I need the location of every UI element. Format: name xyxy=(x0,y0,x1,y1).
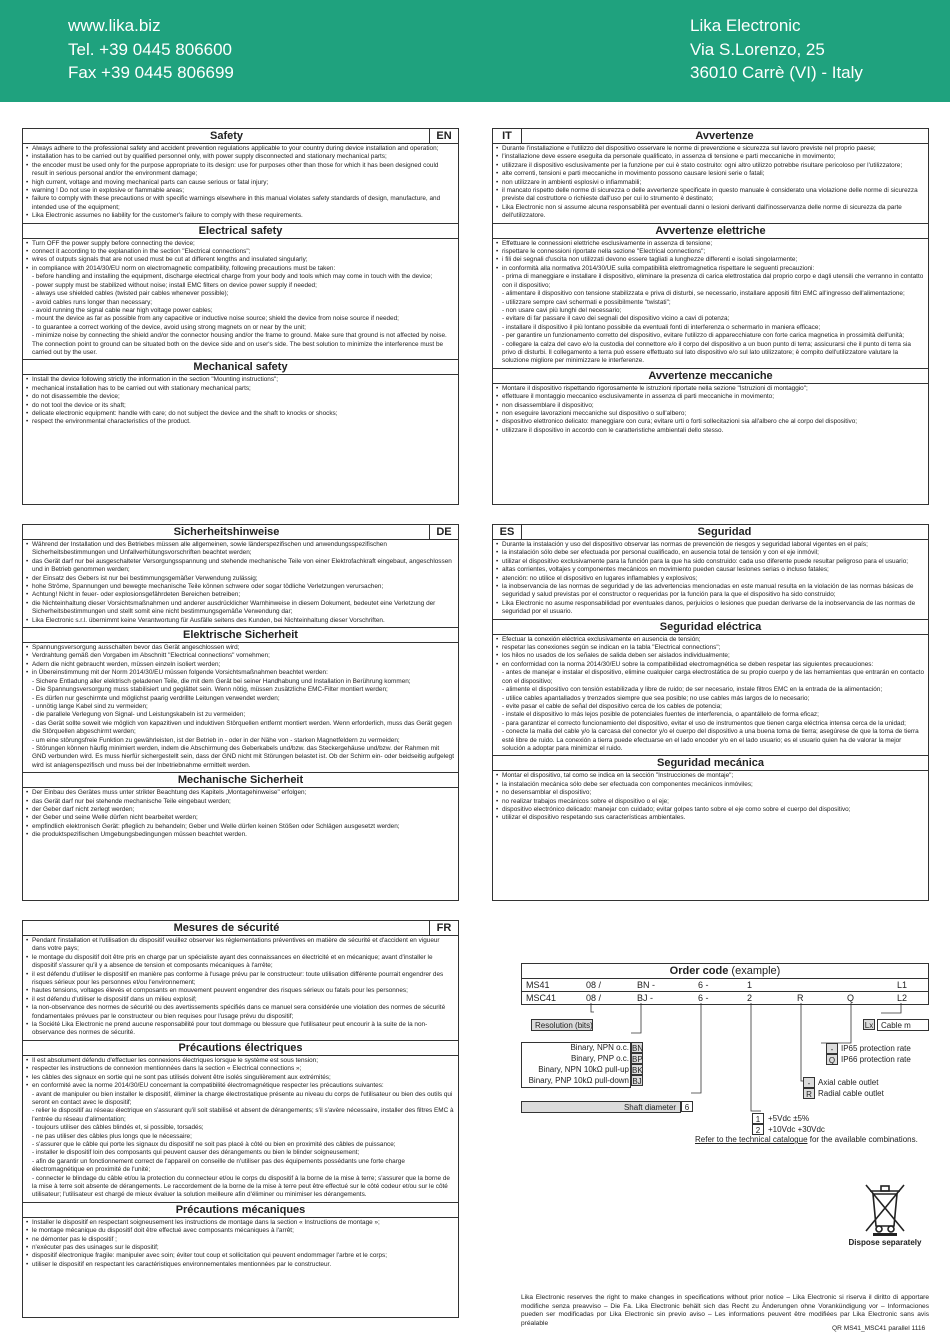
fax: Fax +39 0445 806699 xyxy=(68,63,234,82)
list-item: • Effettuare le connessioni elettriche esclusivamente in assenza di tensione; xyxy=(496,240,925,248)
supply-code: 2 xyxy=(747,993,753,1003)
bullet-list xyxy=(23,788,458,841)
supply-code-cell: 2 xyxy=(752,1124,764,1135)
list-item: - para garantizar el correcto funcionamiento del dispositivo, evitar el uso de instrumentos que tienen carga eléctrica intensa cerca de la unidad; xyxy=(502,719,906,727)
section-title: Mesures de sécurité xyxy=(173,922,280,934)
list-item: • le montage mécanique du dispositif doit être effectué avec composants mécaniques à l'arrêt; xyxy=(26,1227,455,1235)
output-code: BJ - xyxy=(637,993,654,1003)
subsection-title: Précautions mécaniques xyxy=(23,1202,458,1218)
catalogue-suffix: for the available combinations. xyxy=(809,1135,918,1144)
list-item: • Verdrahtung gemäß den Vorgaben im Abschnitt "Electrical connections" vornehmen; xyxy=(26,652,455,660)
lang-tag: EN xyxy=(429,129,458,143)
list-item: • Install the device following strictly the information in the section "Mounting instructions"; xyxy=(26,376,455,384)
section-title: Avvertenze xyxy=(695,130,754,142)
list-item: • failure to comply with these precautions or with specific warnings elsewhere in this manual violates safety standards of design, manufacture, and intended use of the equipment; xyxy=(26,195,455,212)
bullet-list xyxy=(23,540,458,627)
protection-code-cell: - xyxy=(826,1043,838,1054)
list-item: • i fili dei segnali d'uscita non utilizzati devono essere tagliati a lunghezze differenti e isolati singolarmente; xyxy=(496,256,925,264)
subsection-title: Avvertenze meccaniche xyxy=(493,368,928,384)
subsection-title: Seguridad eléctrica xyxy=(493,619,928,635)
list-item: - conecte la malla del cable y/o la carcasa del conector y/o el cuerpo del dispositivo a una buena toma de tierra; asegúrese de que la toma de tierra esté libre de ruido. La conexión a tierra puede efectuarse en el lado encoder y/o en el lado usuario; es el usuario quien ha de valorar la mejor solución a adoptar para minimizar el ruido. xyxy=(502,728,919,752)
cable-label: Cable m xyxy=(877,1019,929,1031)
list-item: • installation has to be carried out by qualified personnel only, with power supply disconnected and stationary mechanical parts; xyxy=(26,153,455,161)
list-item: • Adern die nicht gebraucht werden, müssen einzeln isoliert werden; xyxy=(26,661,455,669)
list-item: • respetar las conexiones según se indican en la tabla "Electrical connections"; xyxy=(496,644,925,652)
safety-box-fr xyxy=(22,920,459,1318)
list-item: - avoid cables runs longer than necessary; xyxy=(32,298,153,306)
bullet-list xyxy=(493,144,928,223)
list-item: - die parallele Verlegung von Signal- und Leistungskabeln ist zu vermeiden; xyxy=(32,711,246,719)
shaft-code: 6 - xyxy=(698,993,709,1003)
outlet-label: Axial cable outlet xyxy=(818,1078,879,1087)
bullet-list xyxy=(23,936,458,1040)
list-item: • Pendant l'installation et l'utilisation du dispositif veuillez observer les réglementations préventives en matière de sécurité et d'accident en vigueur dans votre pays; xyxy=(26,937,455,954)
subsection-title: Seguridad mecánica xyxy=(493,755,928,771)
list-item: • n'exécuter pas des usinages sur le dispositif; xyxy=(26,1244,455,1252)
output-label: Binary, NPN 10kΩ pull-up xyxy=(538,1065,629,1074)
list-item: • il mancato rispetto delle norme di sicurezza o delle avvertenze specificate in questo manuale è considerato una violazione delle norme di sicurezza previste dal costruttore o richieste dall'uso per cui lo strumento è destinato; xyxy=(496,187,925,204)
weee-disposal xyxy=(845,1180,925,1247)
list-item: • la instalación sólo debe ser efectuada por personal cualificado, en ausencia total de tensión y con el eje inmóvil; xyxy=(496,549,925,557)
list-item: - s'assurer que le câble qui porte les signaux du dispositif ne soit pas placé à côté ou bien en proximité des câbles de puissance; xyxy=(32,1140,396,1148)
list-item: • Durante la instalación y uso del dispositivo observar las normas de prevención de riesgos y seguridad laboral vigentes en el país; xyxy=(496,541,925,549)
list-item: • mechanical installation has to be carried out with stationary mechanical parts; xyxy=(26,385,455,393)
list-item: • l'installazione deve essere eseguita da personale qualificato, in assenza di tensione e parti meccaniche in movimento; xyxy=(496,153,925,161)
list-item: • wires of outputs signals that are not used must be cut at different lengths and insulated singularly; xyxy=(26,256,455,264)
list-item: - installare il dispositivo il più lontano possibile da eventuali fonti di interferenza o schermarlo in maniera efficace; xyxy=(502,323,821,331)
subsection-title: Mechanische Sicherheit xyxy=(23,772,458,788)
list-item: • Always adhere to the professional safety and accident prevention regulations applicable to your country during device installation and operation; xyxy=(26,145,455,153)
list-item: - alimente el dispositivo con tensión estabilizada y libre de ruido; de ser necesario, instale filtros EMC en la entrada de la alimentación; xyxy=(502,686,883,694)
output-code-cell: BJ xyxy=(632,1077,642,1086)
list-item: • Achtung! Nicht in feuer- oder explosionsgefährdeten Bereichen betreiben; xyxy=(26,591,455,599)
list-item: • los hilos no usados de los señales de salida deben ser aislados individualmente; xyxy=(496,652,925,660)
outlet-label: Radial cable outlet xyxy=(818,1089,884,1098)
list-item: - das Gerät sollte soweit wie möglich von kapazitiven und induktiven Störquellen entfernt montiert werden. Wenn erforderlich, muss das Gerät gegen die Störquellen abgeschirmt werden; xyxy=(32,719,452,736)
bullet-list xyxy=(493,540,928,619)
list-item: • Lika Electronic s.r.l. übernimmt keine Verantwortung für Ausfälle seitens des Kunden, bei Nichteinhaltung dieser Vorschriften. xyxy=(26,617,455,625)
list-item: • respect the environmental characteristics of the product. xyxy=(26,418,455,426)
list-item: - collegare la calza del cavo e/o la custodia del connettore e/o il corpo del dispositivo a un buon punto di terra; assicurarsi che il punto di terra sia privo di disturbi. Il collegamento a terra può essere effettuato sul lato dispositivo e/o sul lato utilizzatore; è compito dell'utilizzatore valutare la soluzione migliore per minimizzare le interferenze. xyxy=(502,340,911,365)
list-item: • hautes tensions, voltages élevés et composants en mouvement peuvent engendrer des risques sérieux ou fatals pour les personnes; xyxy=(26,987,455,995)
bullet-list xyxy=(23,1056,458,1202)
list-item: - minimize noise by connecting the shield and/or the connector housing and/or the frame to ground. Make sure that ground is not affected by noise. The connection point to ground can be situated both on the device side and on user's side. The best solution to minimize the interference must be carried out by the user. xyxy=(32,332,447,356)
phone: Tel. +39 0445 806600 xyxy=(68,39,233,59)
supply-label: +5Vdc ±5% xyxy=(768,1114,810,1123)
list-item: • dispositif électronique fragile: manipuler avec soin; éviter tout coup et sollicitation qui peuvent endommager l'arbre et le corps; xyxy=(26,1252,455,1260)
list-item: • les câbles des signaux en sortie qui ne sont pas utilisés doivent être isolés singulièrement aux extrémités; xyxy=(26,1074,455,1082)
list-item: • Installer le dispositif en respectant soigneusement les instructions de montage dans la section « Instructions de montage »; xyxy=(26,1219,455,1227)
subsection-title: Avvertenze elettriche xyxy=(493,223,928,239)
order-code-title xyxy=(521,963,929,979)
list-item: - to guarantee a correct working of the device, avoid using strong magnets on or near by the unit; xyxy=(32,323,306,331)
output-code: BN - xyxy=(637,980,655,990)
order-row-1 xyxy=(521,979,929,992)
list-item: • Lika Electronic no asume responsabilidad por eventuales danos, perjuicios o lesiones que puedan derivarse de la inobservancia de las normas de seguridad por el usuario. xyxy=(496,600,925,617)
order-code-table xyxy=(521,963,929,1135)
bullet-list xyxy=(493,635,928,756)
list-item: • das Gerät darf nur bei stehende mechanische Teile eingebaut werden; xyxy=(26,798,455,806)
output-code-cell: BK xyxy=(632,1066,643,1075)
output-label: Binary, NPN o.c. xyxy=(570,1043,629,1052)
list-item: • utilizar el dispositivo exclusivamente para la función para la que ha sido construido: cada uso diferente puede resultar peligroso para el usuario; xyxy=(496,558,925,566)
list-item: - Sichere Entladung aller elektrisch geladenen Teile, die mit dem Gerät bei seiner Handhabung und Installation in Berührung kommen; xyxy=(32,677,411,685)
list-item: • alte correnti, tensioni e parti meccaniche in movimento possono causare lesioni serie o fatali; xyxy=(496,170,925,178)
outlet-code: R xyxy=(797,993,804,1003)
shaft-code-cell: 6 xyxy=(681,1101,693,1112)
list-item: - afin de garantir un fonctionnement correct de l'appareil on conseille de n'utiliser pas des équipements possédants une forte charge électromagnétique en proximité de l'unité; xyxy=(32,1157,405,1174)
model-code: MS41 xyxy=(526,980,550,990)
list-item: • Montar el dispositivo, tal como se indica en la sección "Instrucciones de montaje"; xyxy=(496,772,925,780)
list-item: - utilizzare sempre cavi schermati e possibilmente "twistati"; xyxy=(502,298,671,306)
safety-box-de xyxy=(22,524,459,901)
section-title: Safety xyxy=(209,130,244,142)
list-item: • Lika Electronic non si assume alcuna responsabilità per eventuali danni o lesioni derivanti dall'inosservanza delle norme di sicurezza da parte dell'utilizzatore. xyxy=(496,204,925,221)
list-item: - avant de manipuler ou bien installer le dispositif, éliminer la charge électrostatique présente au niveau du corps de l'utilisateur ou bien des outils qui seront en contact avec le dispositif; xyxy=(32,1090,453,1106)
protection-code-cell: Q xyxy=(826,1054,838,1065)
company-address xyxy=(690,14,863,85)
safety-box-en xyxy=(22,128,459,505)
list-item: • Lika Electronic assumes no liability for the customer's failure to comply with these requirements. xyxy=(26,212,455,220)
subsection-title: Electrical safety xyxy=(23,223,458,239)
cable-code-cell: Lx xyxy=(864,1021,874,1030)
lang-tag: IT xyxy=(493,129,522,143)
list-item: • warning ! Do not use in explosive or flammable areas; xyxy=(26,187,455,195)
contact-info xyxy=(68,14,234,85)
list-item: • high current, voltage and moving mechanical parts can cause serious or fatal injury; xyxy=(26,179,455,187)
protection-label: IP66 protection rate xyxy=(841,1055,911,1064)
list-item: - Es dürfen nur geschirmte und möglichst paarig verdrillte Leitungen verwendet werden; xyxy=(32,694,280,702)
list-item: - relier le dispositif au réseau électrique en s'assurant qu'il soit stabilisé et absent de dérangements; s'il s'avère nécessaire, installer des filtres EMC à l'entrée du réseau d'alimentation; xyxy=(32,1107,454,1123)
list-item: • das Gerät darf nur bei ausgeschalteter Versorgungsspannung und stehende mechanische Teile von einer Elektrofachkraft eingebaut, angeschlossen und in Betrieb genommen werden; xyxy=(26,558,455,575)
bullet-list xyxy=(23,239,458,360)
list-item: • non eseguire lavorazioni meccaniche sul dispositivo o sull'albero; xyxy=(496,410,925,418)
catalogue-link[interactable]: Refer to the technical catalogue xyxy=(695,1135,808,1144)
list-item: • Der Einbau des Gerätes muss unter strikter Beachtung des Kapitels „Montagehinweise" erfolgen; xyxy=(26,789,455,797)
catalogue-note xyxy=(695,1135,918,1144)
list-item: • dispositivo electrónico delicado: manejar con cuidado; evitar golpes tanto sobre el eje como sobre el cuerpo del dispositivo; xyxy=(496,806,925,814)
list-item: • connect it according to the explanation in the section "Electrical connections"; xyxy=(26,248,455,256)
list-item: • in Übereinstimmung mit der Norm 2014/30/EU müssen folgende Vorsichtsmaßnahmen beachtet werden: xyxy=(26,669,455,677)
list-item: • Turn OFF the power supply before connecting the device; xyxy=(26,240,455,248)
list-item: • do not tool the device or its shaft; xyxy=(26,402,455,410)
list-item: • the encoder must be used only for the purpose appropriate to its design: use for purposes other than those for which it has been designed could result in serious personal and/or the environment damage; xyxy=(26,162,455,179)
website[interactable]: www.lika.biz xyxy=(68,16,161,35)
document-code: QR MS41_MSC41 parallel 1116 xyxy=(832,1325,926,1332)
list-item: • der Einsatz des Gebers ist nur bei bestimmungsgemäßer Verwendung zulässig; xyxy=(26,575,455,583)
output-label: Binary, PNP o.c. xyxy=(571,1054,629,1063)
list-item: • empfindlich elektronisch Gerät: pfleglich zu behandeln; Geber und Welle dürfen keinen Stößen oder Schlägen ausgesetzt werden; xyxy=(26,823,455,831)
list-item: - installer le dispositif loin des composants qui peuvent causer des dérangements ou bien le blinder soigneusement; xyxy=(32,1149,360,1157)
section-title: Seguridad xyxy=(697,526,752,538)
list-item: • Während der Installation und des Betriebes müssen alle allgemeinen, sowie länderspezifischen und anwendungsspezifischen Sicherheitsbestimmungen und Unfallverhütungsvorschriften beachtet werden; xyxy=(26,541,455,558)
safety-box-es xyxy=(492,524,929,901)
shaft-label: Shaft diameter xyxy=(521,1101,681,1113)
lang-tag: FR xyxy=(429,921,458,935)
list-item: • effettuare il montaggio meccanico esclusivamente in assenza di parti meccaniche in movimento; xyxy=(496,393,925,401)
list-item: • le montage du dispositif doit être pris en charge par un spécialiste ayant des connaissances en électricité et en mécanique; avant d'installer le dispositif s'assurer qu'il y a absence de tension et composants mécaniques à l'arrête; xyxy=(26,954,455,971)
list-item: • la Société Lika Electronic ne prend aucune responsabilité pour tout dommage ou blessure que l'utilisateur peut encourir à la suite de la non-observance des normes de sécurité. xyxy=(26,1021,455,1038)
safety-box-it xyxy=(492,128,929,505)
list-item: - antes de manejar e instalar el dispositivo, elimine cualquier carga electrostática de su propio cuerpo y de las herramientas que entrarán en contacto con el dispositivo; xyxy=(502,669,925,685)
protection-label: IP65 protection rate xyxy=(841,1044,911,1053)
list-item: - connecter le blindage du câble et/ou la protection du connecteur et/ou le corps du dispositif à la borne de la mise à terre; s'assurer que la borne de la mise à terre soit absente de dérangements. Le raccordement de la borne de la mise à terre peut être effectué sur le côté codeur et/ou sur le côté utilisateur; l'utilisateur est chargé de mieux évaluer la solution meilleure afin d'éliminer ou minimiser les dérangements. xyxy=(32,1174,450,1199)
model-code: MSC41 xyxy=(526,993,557,1003)
list-item: - prima di maneggiare e installare il dispositivo, eliminare la presenza di carica elettrostatica dal proprio corpo e dagli utensili che verranno in contatto con il dispositivo; xyxy=(502,273,924,289)
list-item: - always use shielded cables (twisted pair cables whenever possible); xyxy=(32,290,229,298)
list-item: • no desensamblar el dispositivo; xyxy=(496,789,925,797)
supply-code-cell: 1 xyxy=(752,1113,764,1124)
list-item: • Spannungsversorgung ausschalten bevor das Gerät angeschlossen wird; xyxy=(26,644,455,652)
street: Via S.Lorenzo, 25 xyxy=(690,39,825,59)
list-item: - Die Spannungsversorgung muss stabilisiert und geglättet sein. Wenn nötig, müssen zusätzliche EMC-Filter montiert werden; xyxy=(32,686,388,694)
subsection-title: Elektrische Sicherheit xyxy=(23,627,458,643)
subsection-title: Mechanical safety xyxy=(23,359,458,375)
resolution-code: 08 / xyxy=(586,980,602,990)
list-item: • hohe Ströme, Spannungen und bewegte mechanische Teile können schwere oder sogar tödliche Verletzungen verursachen; xyxy=(26,583,455,591)
list-item: • atención: no utilice el dispositivo en lugares inflamables y explosivos; xyxy=(496,575,925,583)
list-item: • der Geber darf nicht zerlegt werden; xyxy=(26,806,455,814)
city: 36010 Carrè (VI) - Italy xyxy=(690,63,863,82)
crossed-bin-icon xyxy=(861,1180,909,1236)
list-item: • do not disassemble the device; xyxy=(26,393,455,401)
list-item: • die produktspezifischen Umgebungsbedingungen müssen beachtet werden. xyxy=(26,831,455,839)
list-item: • rispettare le connessioni riportate nella sezione "Electrical connections"; xyxy=(496,248,925,256)
list-item: • dispositivo elettronico delicato: maneggiare con cura; evitare urti o forti sollecitazioni sia all'albero che al corpo del dispositivo; xyxy=(496,418,925,426)
bullet-list xyxy=(23,1218,458,1271)
list-item: • delicate electronic equipment: handle with care; do not subject the device and the shaft to knocks or shocks; xyxy=(26,410,455,418)
supply-label: +10Vdc +30Vdc xyxy=(768,1125,825,1134)
outlet-code-cell: R xyxy=(803,1088,815,1099)
list-item: • in compliance with 2014/30/EU norm on electromagnetic compatibility, following precautions must be taken: xyxy=(26,265,455,273)
list-item: • respecter les instructions de connexion mentionnées dans la section « Electrical connections »; xyxy=(26,1065,455,1073)
list-item: - utilice cables apantallados y trenzados siempre que sea posible; no use cables más largos de lo necesario; xyxy=(502,694,810,702)
list-item: • en conformidad con la norma 2014/30/EU sobre la compatibilidad electromagnética se deben respetar las siguientes precauciones: xyxy=(496,661,925,669)
list-item: • der Geber und seine Welle dürfen nicht bearbeitet werden; xyxy=(26,814,455,822)
list-item: • utilizar el dispositivo respetando sus características ambientales. xyxy=(496,814,925,822)
protection-code: Q xyxy=(847,993,855,1003)
cable-code: L1 xyxy=(897,980,908,990)
shaft-code: 6 - xyxy=(698,980,709,990)
dispose-label: Dispose separately xyxy=(848,1238,922,1247)
list-item: - mount the device as far as possible from any capacitive or inductive noise source; shield the device from noise source if needed; xyxy=(32,315,399,323)
header-banner xyxy=(0,0,950,102)
bullet-list xyxy=(23,375,458,428)
list-item: • in conformità alla normativa 2014/30/UE sulla compatibilità elettromagnetica rispettare le seguenti precauzioni: xyxy=(496,265,925,273)
section-title: Sicherheitshinweise xyxy=(173,526,280,538)
list-item: - um eine störungsfreie Funktion zu gewährleisten, ist der Betrieb in - oder in der Nähe von - starken Magnetfeldern zu vermeiden; xyxy=(32,736,400,744)
bullet-list xyxy=(493,239,928,368)
list-item: - per garantire un funzionamento corretto del dispositivo, evitare l'utilizzo di apparecchiature con forte carica magnetica in prossimità dell'unità; xyxy=(502,332,905,340)
output-code-cell: BP xyxy=(632,1055,643,1064)
list-item: - instale el dispositivo lo más lejos posible de potenciales fuentes de interferencia, o apantállelo de forma eficaz; xyxy=(502,711,819,719)
list-item: - toujours utiliser des câbles blindés et, si possible, torsadés; xyxy=(32,1124,204,1132)
list-item: • die Nichteinhaltung dieser Vorsichtsmaßnahmen und anderer ausdrücklicher Warnhinweise in diesem Dokument, bedeutet eine Verletzung der Sicherheitsbestimmungen und stellt somit eine nicht bestimmungsgemäße Verwendung dar; xyxy=(26,600,455,617)
list-item: • Montare il dispositivo rispettando rigorosamente le istruzioni riportate nella sezione "Istruzioni di montaggio"; xyxy=(496,385,925,393)
subsection-title: Précautions électriques xyxy=(23,1040,458,1056)
legal-footer: Lika Electronic reserves the right to make changes in specifications without prior notice – Lika Electronic si riserva il diritto di apportare modifiche senza preavviso – Die Fa. Lika Electronic behält sich das Recht zu Änderungen ohne Vorankündigung vor – Informaciones pueden ser modificadas por Lika Electronic sin previo aviso – Les informations peuvent être modifiées par Lika Electronic sans avis préalable xyxy=(521,1294,929,1327)
outlet-code-cell: - xyxy=(803,1077,815,1088)
list-item: • il est défendu d'utiliser le dispositif dans un milieu explosif; xyxy=(26,996,455,1004)
list-item: • ne démonter pas le dispositif ; xyxy=(26,1236,455,1244)
list-item: - ne pas utiliser des câbles plus longs que le nécessaire; xyxy=(32,1132,192,1140)
list-item: - non usare cavi più lunghi del necessario; xyxy=(502,306,622,314)
list-item: - avoid running the signal cable near high voltage power cables; xyxy=(32,306,213,314)
list-item: - evite pasar el cable de señal del dispositivo cerca de los cables de potencia; xyxy=(502,702,722,710)
list-item: • non utilizzare in ambienti esplosivi o infiammabili; xyxy=(496,179,925,187)
list-item: - unnötig lange Kabel sind zu vermeiden; xyxy=(32,702,148,710)
lang-tag: ES xyxy=(493,525,522,539)
list-item: • no realizar trabajos mecánicos sobre el dispositivo o el eje; xyxy=(496,798,925,806)
list-item: • il est défendu d'utiliser le dispositif en manière pas conforme à l'usage prévu par le constructeur: toute utilisation différente pourrait engendrer des risques sérieux pour les personnes et/ou l'environnement; xyxy=(26,971,455,988)
resolution-code: 08 / xyxy=(586,993,602,1003)
list-item: • en conformité avec la norme 2014/30/EU concernant la compatibilité électromagnétique respecter les précautions suivantes: xyxy=(26,1082,455,1090)
bullet-list xyxy=(23,144,458,223)
bullet-list xyxy=(493,384,928,437)
list-item: - evitare di far passare il cavo dei segnali del dispositivo vicino a cavi di potenza; xyxy=(502,315,730,323)
order-code-example: (example) xyxy=(731,965,781,977)
resolution-label: Resolution (bits) xyxy=(531,1019,593,1031)
list-item: - alimentare il dispositivo con tensione stabilizzata e priva di disturbi, se necessario, installare appositi filtri EMC all'ingresso dell'alimentazione; xyxy=(502,290,905,298)
bullet-list xyxy=(23,643,458,772)
list-item: • la non-observance des normes de sécurité ou des avertissements spécifiés dans ce manuel sera considérée une violation des normes de sécurité fondamentales prévues par le constructeur ou bien requises pour l'usage prévu du dispositif; xyxy=(26,1004,455,1021)
list-item: • la inobservancia de las normas de seguridad y de las advertencias mencionadas en este manual resulta en la violación de las normas básicas de seguridad y salud previstas por el constructor o requeridas por la función para la que el dispositivo ha sido construido; xyxy=(496,583,925,600)
list-item: • Efectuar la conexión eléctrica exclusivamente en ausencia de tensión; xyxy=(496,636,925,644)
company-name: Lika Electronic xyxy=(690,16,801,35)
list-item: - before handling and installing the equipment, discharge electrical charge from your body and tools which may come in touch with the device; xyxy=(32,273,433,281)
bullet-list xyxy=(493,771,928,824)
order-code-heading: Order code xyxy=(669,965,729,977)
list-item: • utilizzare il dispositivo esclusivamente per la funzione per cui è stato costruito: ogni altro utilizzo potrebbe risultare pericoloso per l'utilizzatore; xyxy=(496,162,925,170)
list-item: • utiliser le dispositif en respectant les caractéristiques environnementales mentionnées par le constructeur. xyxy=(26,1261,455,1269)
list-item: • non disassemblare il dispositivo; xyxy=(496,402,925,410)
list-item: • Il est absolument défendu d'effectuer les connexions électriques lorsque le système est sous tension; xyxy=(26,1057,455,1065)
list-item: - Störungen können häufig minimiert werden, indem die Abschirmung des Geberkabels und/bzw. das Steckergehäuse und/bzw. der Rahmen mit GND verbunden wird. Es muss hierfür sichergestellt sein, dass der GND nicht mit Störungen belastet ist. Ob der Schirm ein- oder beidseitig aufgelegt wird ist anlagenspezifisch und muss bei der Inbetriebnahme ermittelt werden. xyxy=(32,744,454,769)
lang-tag: DE xyxy=(429,525,458,539)
supply-code: 1 xyxy=(747,980,753,990)
list-item: • utilizzare il dispositivo in accordo con le caratteristiche ambientali dello stesso. xyxy=(496,427,925,435)
list-item: - power supply must be stabilized without noise; install EMC filters on device power supply if needed; xyxy=(32,281,317,289)
cable-code: L2 xyxy=(897,993,908,1003)
output-label: Binary, PNP 10kΩ pull-down xyxy=(528,1076,629,1085)
list-item: • altas corrientes, voltajes y componentes mecánicos en movimiento pueden causar lesiones serias o incluso fatales; xyxy=(496,566,925,574)
list-item: • la instalación mecánica sólo debe ser efectuada con componentes mecánicos inmóviles; xyxy=(496,781,925,789)
list-item: • Durante l'installazione e l'utilizzo del dispositivo osservare le norme di prevenzione e sicurezza sul lavoro previste nel proprio paese; xyxy=(496,145,925,153)
output-code-cell: BN xyxy=(632,1044,644,1053)
